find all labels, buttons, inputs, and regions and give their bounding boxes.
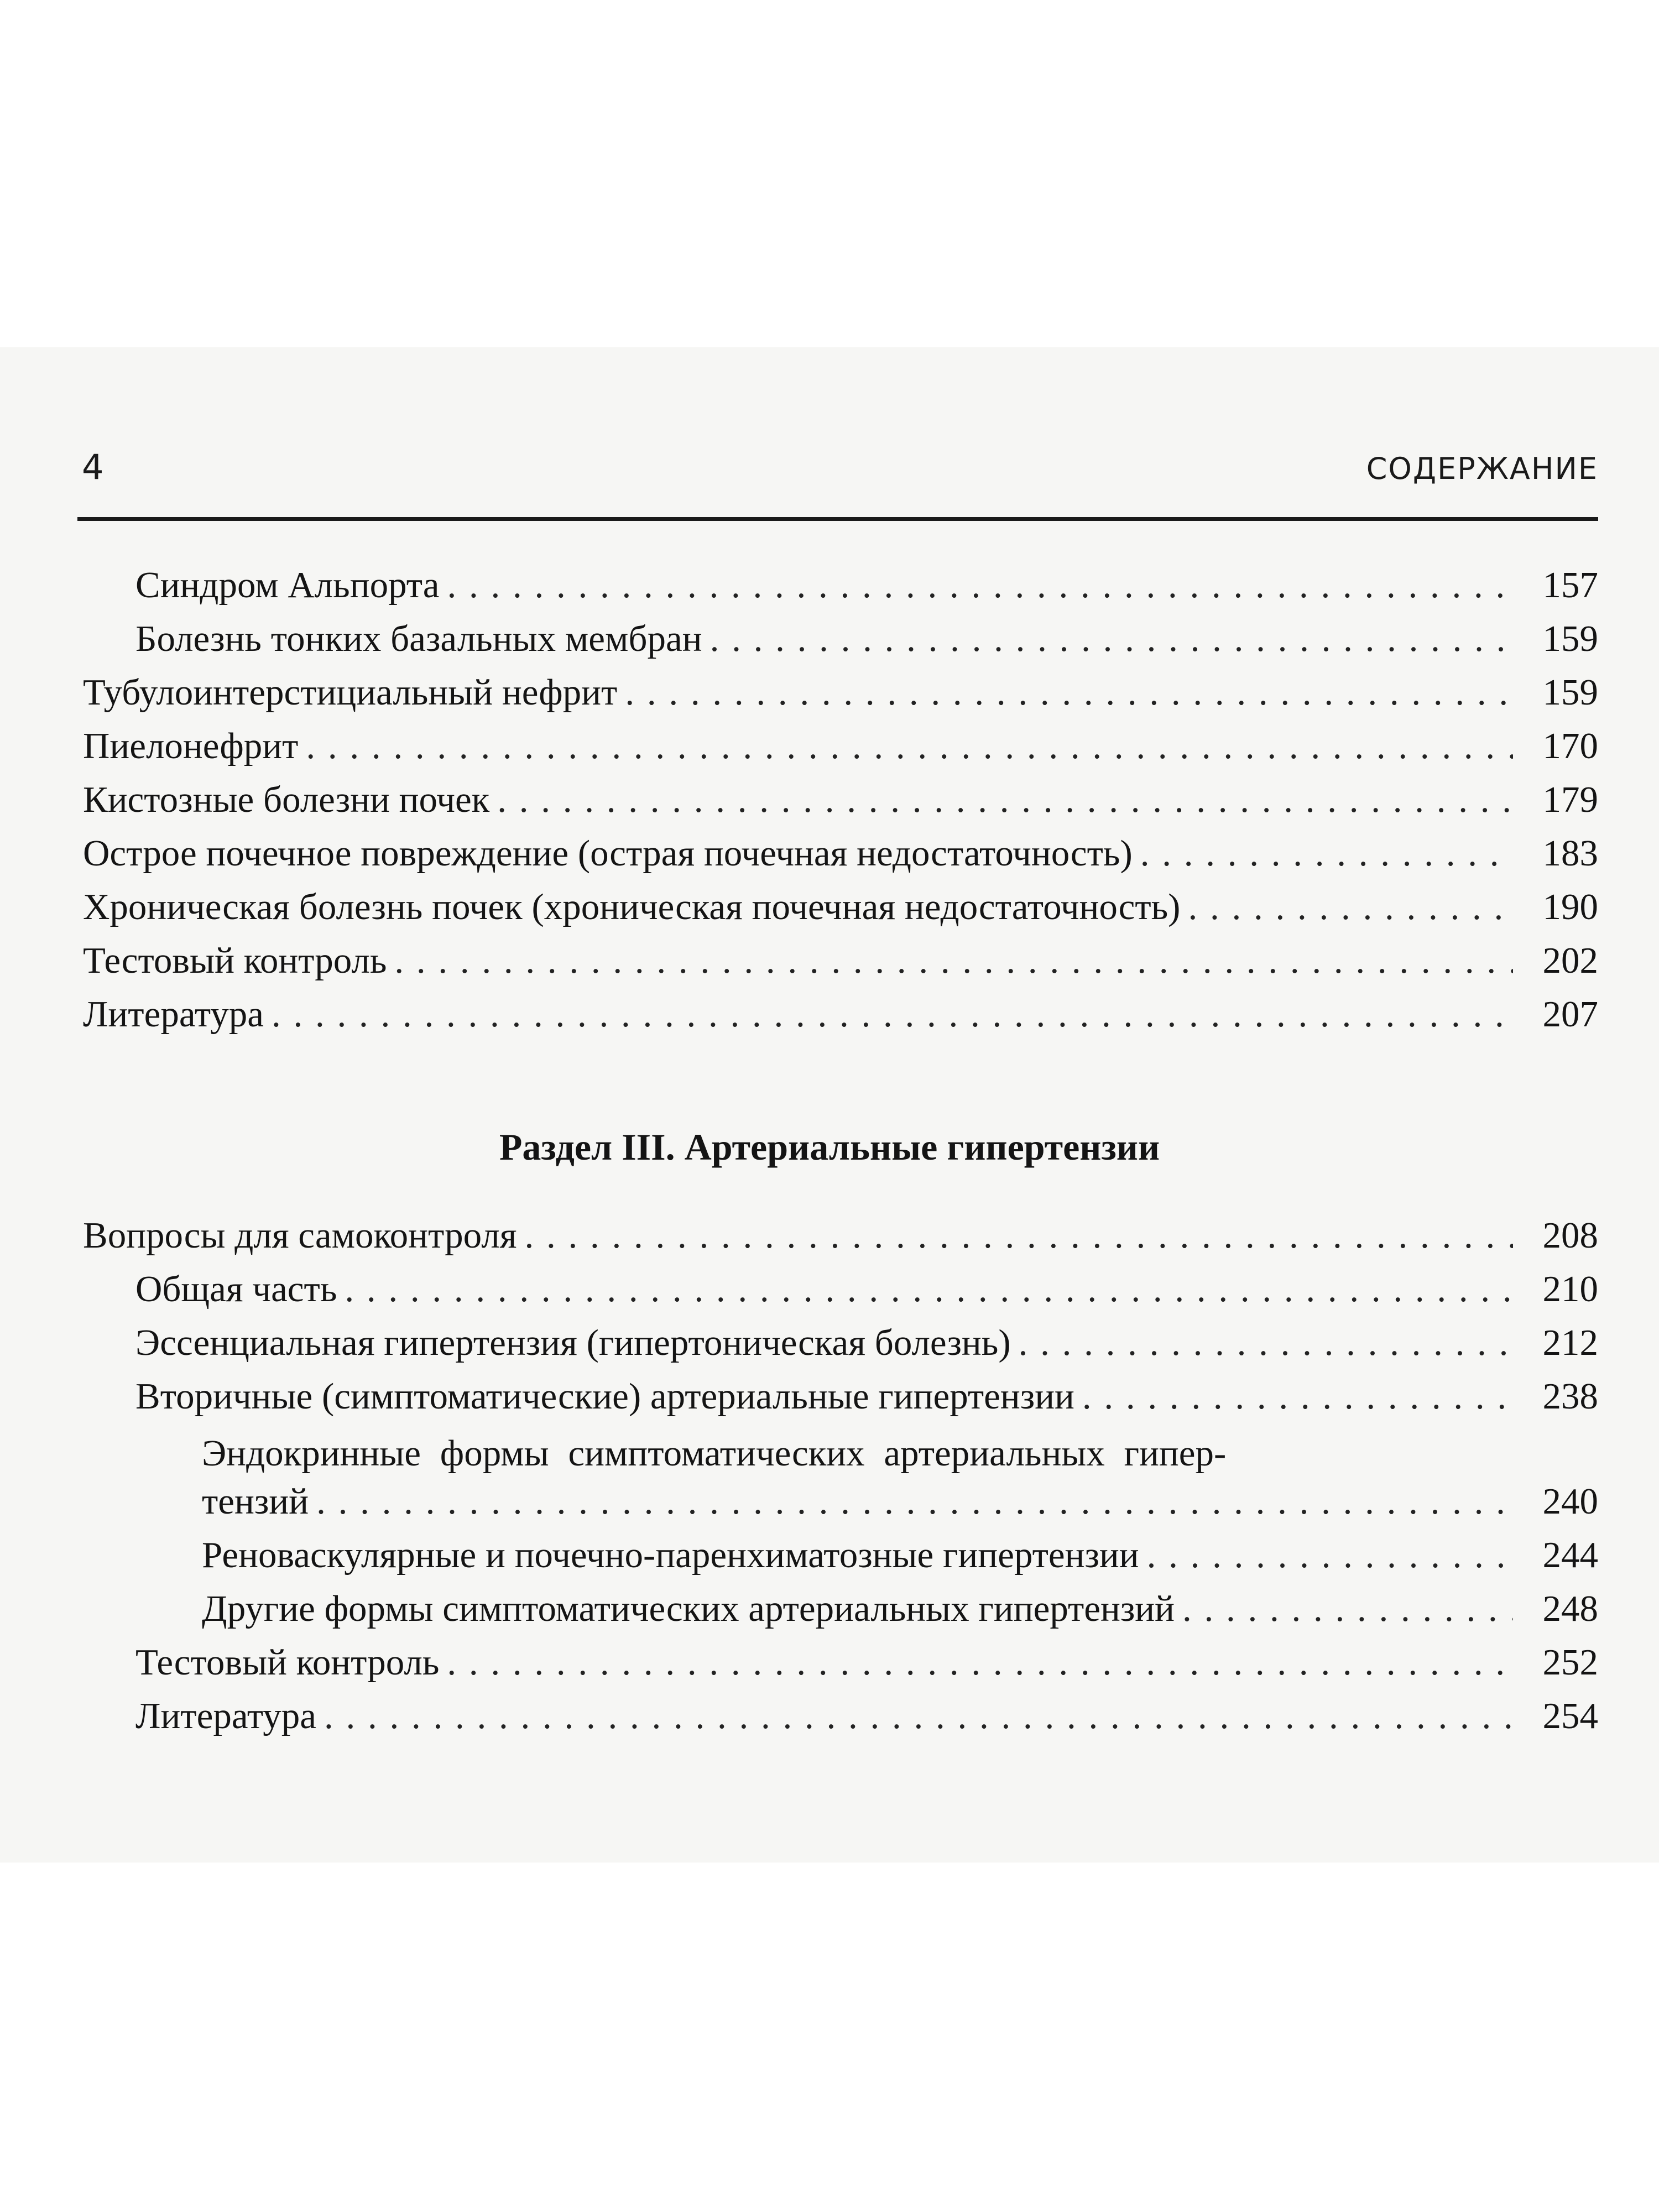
toc-entry <box>202 1534 1598 1579</box>
toc-entry-title: Общая часть <box>135 1269 337 1310</box>
toc-entry-page: 157 <box>1542 565 1598 606</box>
toc-entry-page: 238 <box>1542 1376 1598 1417</box>
toc-entry <box>83 940 1598 985</box>
dot-leader <box>345 1268 1513 1311</box>
toc-entry-title: Пиелонефрит <box>83 726 299 766</box>
toc-entry-title: Кистозные болезни почек <box>83 779 490 820</box>
toc-entry-title: Другие формы симптоматических артериальных гипертензий <box>202 1588 1175 1629</box>
toc-entry-title: Острое почечное повреждение (острая почечная недостаточность) <box>83 833 1133 874</box>
toc-entry-title: Хроническая болезнь почек (хроническая почечная недостаточность) <box>83 886 1181 927</box>
dot-leader <box>324 1695 1513 1738</box>
section-heading: Раздел III. Артериальные гипертензии <box>499 1126 1160 1168</box>
toc-entry-title: Реноваскулярные и почечно-паренхиматозные гипертензии <box>202 1535 1139 1575</box>
toc-entry-page: 183 <box>1542 833 1598 874</box>
toc-entry <box>135 618 1598 663</box>
dot-leader <box>497 779 1513 821</box>
dot-leader <box>1147 1534 1513 1577</box>
toc-entry <box>202 1588 1598 1633</box>
dot-leader <box>1082 1375 1513 1418</box>
toc-entry-page: 170 <box>1542 726 1598 766</box>
toc-entry-title: Тубулоинтерстициальный нефрит <box>83 672 618 713</box>
toc-entry-page: 208 <box>1542 1215 1598 1256</box>
toc-entry-page: 159 <box>1542 618 1598 659</box>
dot-leader <box>272 993 1513 1036</box>
dot-leader <box>394 940 1513 982</box>
toc-entry-page: 202 <box>1542 940 1598 981</box>
toc-entry-page: 244 <box>1542 1535 1598 1575</box>
toc-entry <box>135 1375 1598 1421</box>
toc-entry <box>83 725 1598 770</box>
toc-entry-title-line1: Эндокринные формы симптоматических артериальных гипер- <box>202 1433 1227 1474</box>
toc-entry-title: Синдром Альпорта <box>135 565 440 606</box>
dot-leader <box>710 618 1513 660</box>
toc-entry <box>83 671 1598 717</box>
toc-entry <box>83 1214 1598 1260</box>
dot-leader <box>1188 886 1513 928</box>
toc-entry-title: Вопросы для самоконтроля <box>83 1215 517 1256</box>
page-number: 4 <box>82 447 104 487</box>
toc-entry-page: 252 <box>1542 1642 1598 1683</box>
dot-leader <box>1140 832 1513 875</box>
dot-leader <box>625 671 1513 714</box>
toc-entry <box>135 1695 1598 1740</box>
toc-entry-title: тензий <box>202 1481 309 1522</box>
toc-entry <box>135 1641 1598 1687</box>
toc-entry-page: 179 <box>1542 779 1598 820</box>
toc-entry-title: Эссенциальная гипертензия (гипертоническая болезнь) <box>135 1322 1011 1363</box>
dot-leader <box>447 564 1513 607</box>
toc-entry-page: 248 <box>1542 1588 1598 1629</box>
toc-entry <box>83 779 1598 824</box>
toc-entry <box>135 564 1598 609</box>
dot-leader <box>1019 1322 1513 1364</box>
toc-entry <box>135 1268 1598 1313</box>
toc-entry <box>202 1480 1598 1526</box>
toc-entry-title: Тестовый контроль <box>83 940 387 981</box>
toc-entry-page: 190 <box>1542 886 1598 927</box>
running-head: СОДЕРЖАНИЕ <box>1366 451 1598 486</box>
toc-entry-title: Болезнь тонких базальных мембран <box>135 618 702 659</box>
toc-entry-page: 240 <box>1542 1481 1598 1522</box>
toc-entry <box>83 832 1598 878</box>
toc-entry <box>83 993 1598 1039</box>
dot-leader <box>306 725 1513 768</box>
toc-entry-title: Литература <box>135 1695 316 1736</box>
dot-leader <box>447 1641 1513 1684</box>
toc-entry-page: 254 <box>1542 1695 1598 1736</box>
toc-entry-page: 159 <box>1542 672 1598 713</box>
toc-entry <box>83 886 1598 931</box>
toc-entry <box>135 1322 1598 1367</box>
toc-entry-page: 212 <box>1542 1322 1598 1363</box>
dot-leader <box>524 1214 1513 1257</box>
dot-leader <box>316 1480 1513 1523</box>
toc-entry-page: 210 <box>1542 1269 1598 1310</box>
toc-entry-title: Вторичные (симптоматические) артериальные гипертензии <box>135 1376 1074 1417</box>
toc-entry-title: Литература <box>83 994 264 1035</box>
toc-entry-title: Тестовый контроль <box>135 1642 440 1683</box>
dot-leader <box>1182 1588 1513 1630</box>
toc-entry-page: 207 <box>1542 994 1598 1035</box>
